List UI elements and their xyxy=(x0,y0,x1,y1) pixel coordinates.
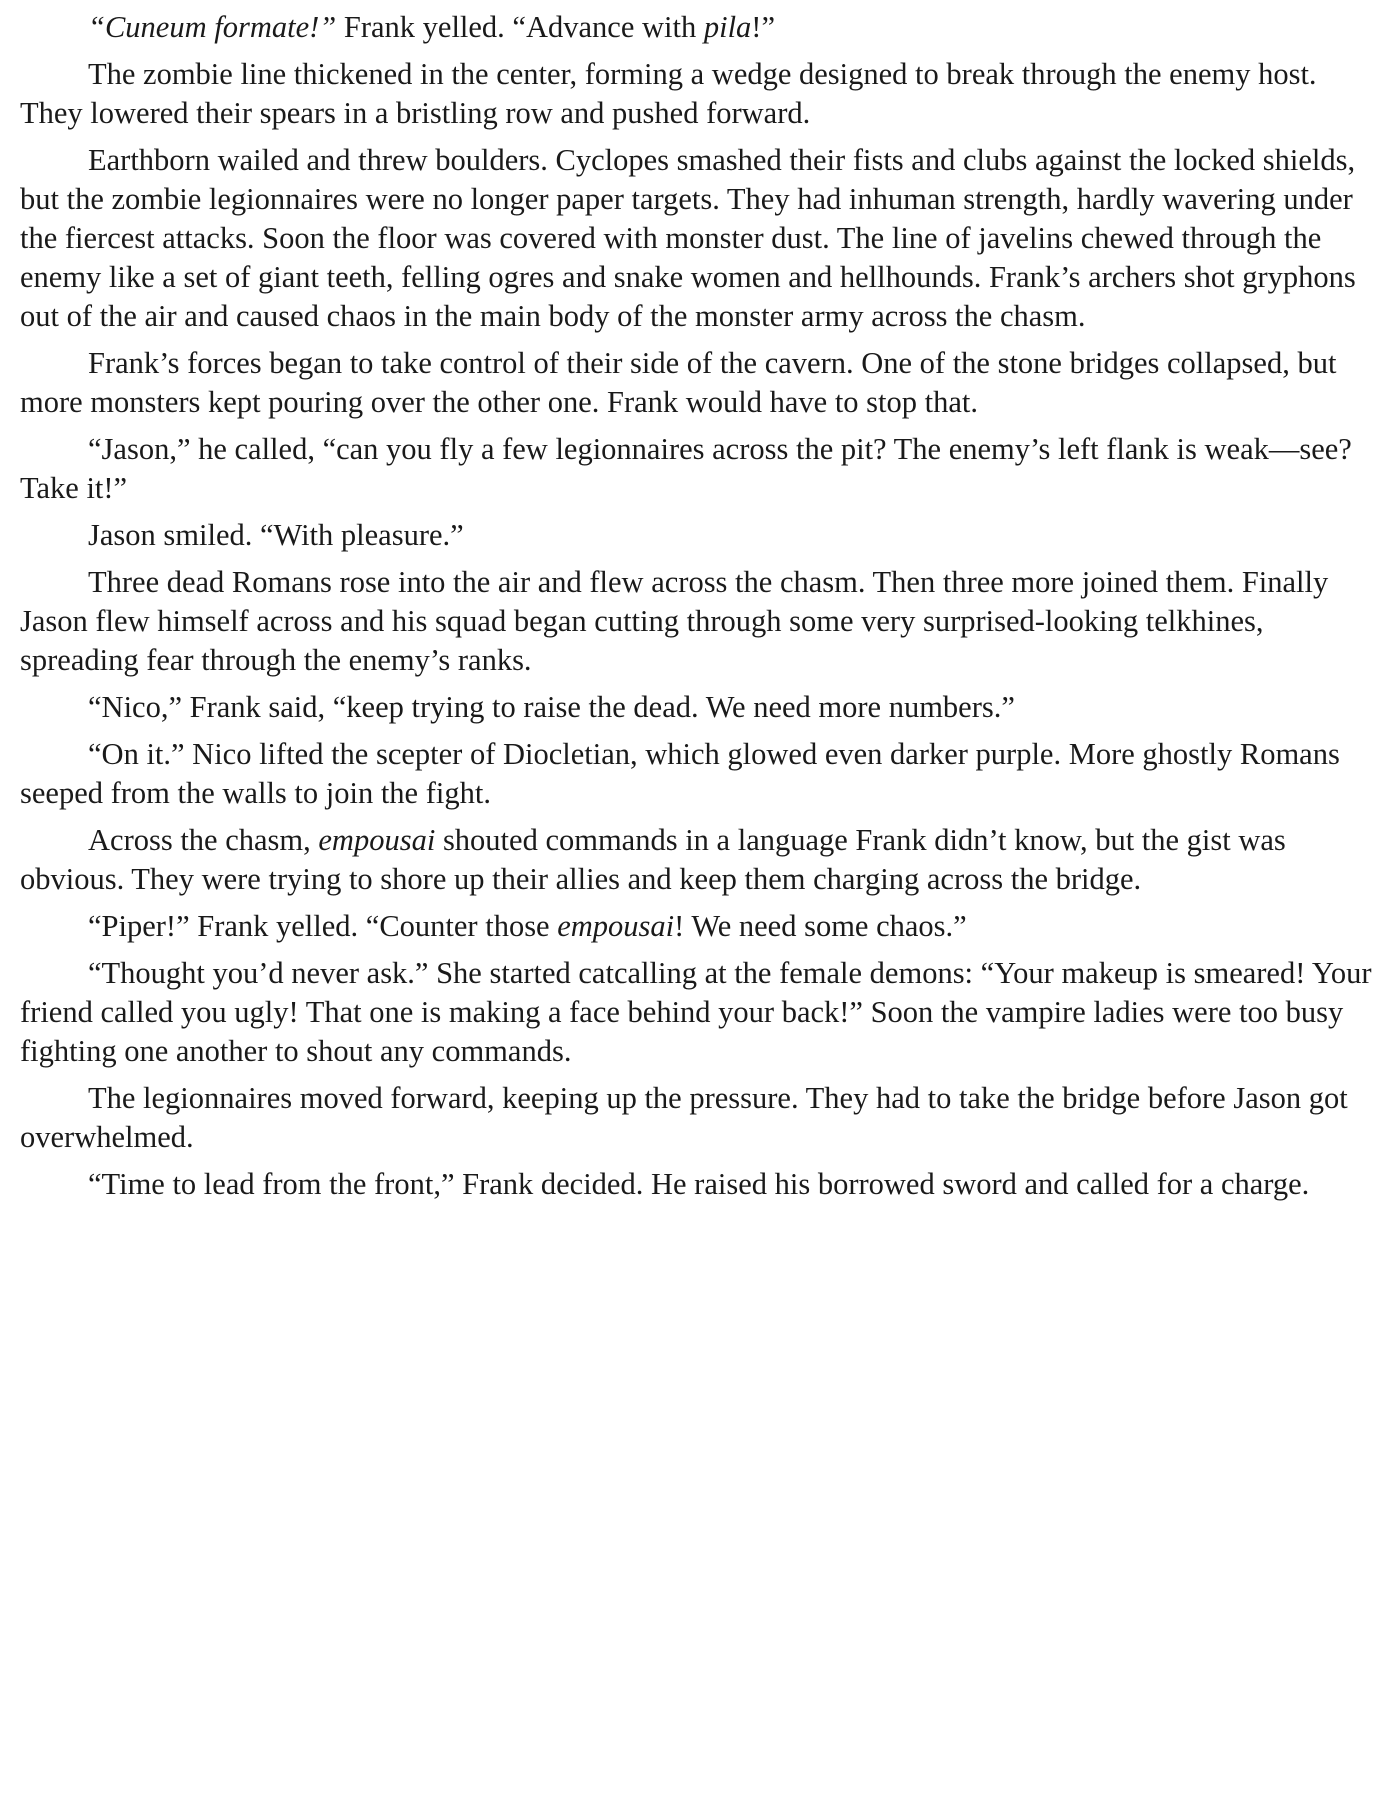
paragraph-3 xyxy=(20,141,1382,336)
text-run: pila xyxy=(703,10,752,44)
text-run: The zombie line thickened in the center, forming a wedge designed to break through the enemy host. They lowered their spears in a bristling row and pushed forward. xyxy=(20,57,1317,130)
text-run: Frank’s forces began to take control of their side of the cavern. One of the stone bridges collapsed, but more monsters kept pouring over the other one. Frank would have to stop that. xyxy=(20,346,1337,419)
text-run: “Time to lead from the front,” Frank decided. He raised his borrowed sword and called for a charge. xyxy=(88,1167,1310,1201)
paragraph-5 xyxy=(20,430,1382,508)
paragraph-12 xyxy=(20,954,1382,1071)
paragraph-9 xyxy=(20,735,1382,813)
text-run: Jason smiled. “With pleasure.” xyxy=(88,518,464,552)
text-run: Three dead Romans rose into the air and flew across the chasm. Then three more joined them. Finally Jason flew himself across and his squad began cutting through some very surprised-looking telkhines, spreading fear through the enemy’s ranks. xyxy=(20,565,1329,677)
paragraph-4 xyxy=(20,344,1382,422)
text-run: Across the chasm, xyxy=(88,823,319,857)
text-run: empousai xyxy=(318,823,436,857)
paragraph-13 xyxy=(20,1079,1382,1157)
paragraph-8 xyxy=(20,688,1382,727)
book-page xyxy=(20,8,1382,1212)
text-run: Frank yelled. “Advance with xyxy=(336,10,704,44)
paragraph-11 xyxy=(20,907,1382,946)
text-run: The legionnaires moved forward, keeping up the pressure. They had to take the bridge before Jason got overwhelmed. xyxy=(20,1081,1348,1154)
text-run: “Piper!” Frank yelled. “Counter those xyxy=(88,909,558,943)
text-run: “Jason,” he called, “can you fly a few legionnaires across the pit? The enemy’s left flank is weak—see? Take it!” xyxy=(20,432,1352,505)
text-run: “On it.” Nico lifted the scepter of Diocletian, which glowed even darker purple. More ghostly Romans seeped from the walls to join the fight. xyxy=(20,737,1340,810)
paragraph-6 xyxy=(20,516,1382,555)
text-run: “Cuneum formate!” xyxy=(88,10,337,44)
text-run: shouted commands in a language Frank didn’t know, but the gist was obvious. They were trying to shore up their allies and keep them charging across the bridge. xyxy=(20,823,1286,896)
text-run: !” xyxy=(751,10,775,44)
text-run: “Thought you’d never ask.” She started catcalling at the female demons: “Your makeup is smeared! Your friend called you ugly! That one is making a face behind your back!” Soon the vampire ladies were too busy fighting one another to shout any commands. xyxy=(20,956,1372,1068)
paragraph-10 xyxy=(20,821,1382,899)
paragraph-2 xyxy=(20,55,1382,133)
paragraph-14 xyxy=(20,1165,1382,1204)
text-run: ! We need some chaos.” xyxy=(674,909,967,943)
text-run: “Nico,” Frank said, “keep trying to raise the dead. We need more numbers.” xyxy=(88,690,1015,724)
text-run: Earthborn wailed and threw boulders. Cyclopes smashed their fists and clubs against the locked shields, but the zombie legionnaires were no longer paper targets. They had inhuman strength, hardly wavering under the fiercest attacks. Soon the floor was covered with monster dust. The line of javelins chewed through the enemy like a set of giant teeth, felling ogres and snake women and hellhounds. Frank’s archers shot gryphons out of the air and caused chaos in the main body of the monster army across the chasm. xyxy=(20,143,1356,333)
paragraph-7 xyxy=(20,563,1382,680)
text-run: empousai xyxy=(557,909,675,943)
paragraph-1 xyxy=(20,8,1382,47)
